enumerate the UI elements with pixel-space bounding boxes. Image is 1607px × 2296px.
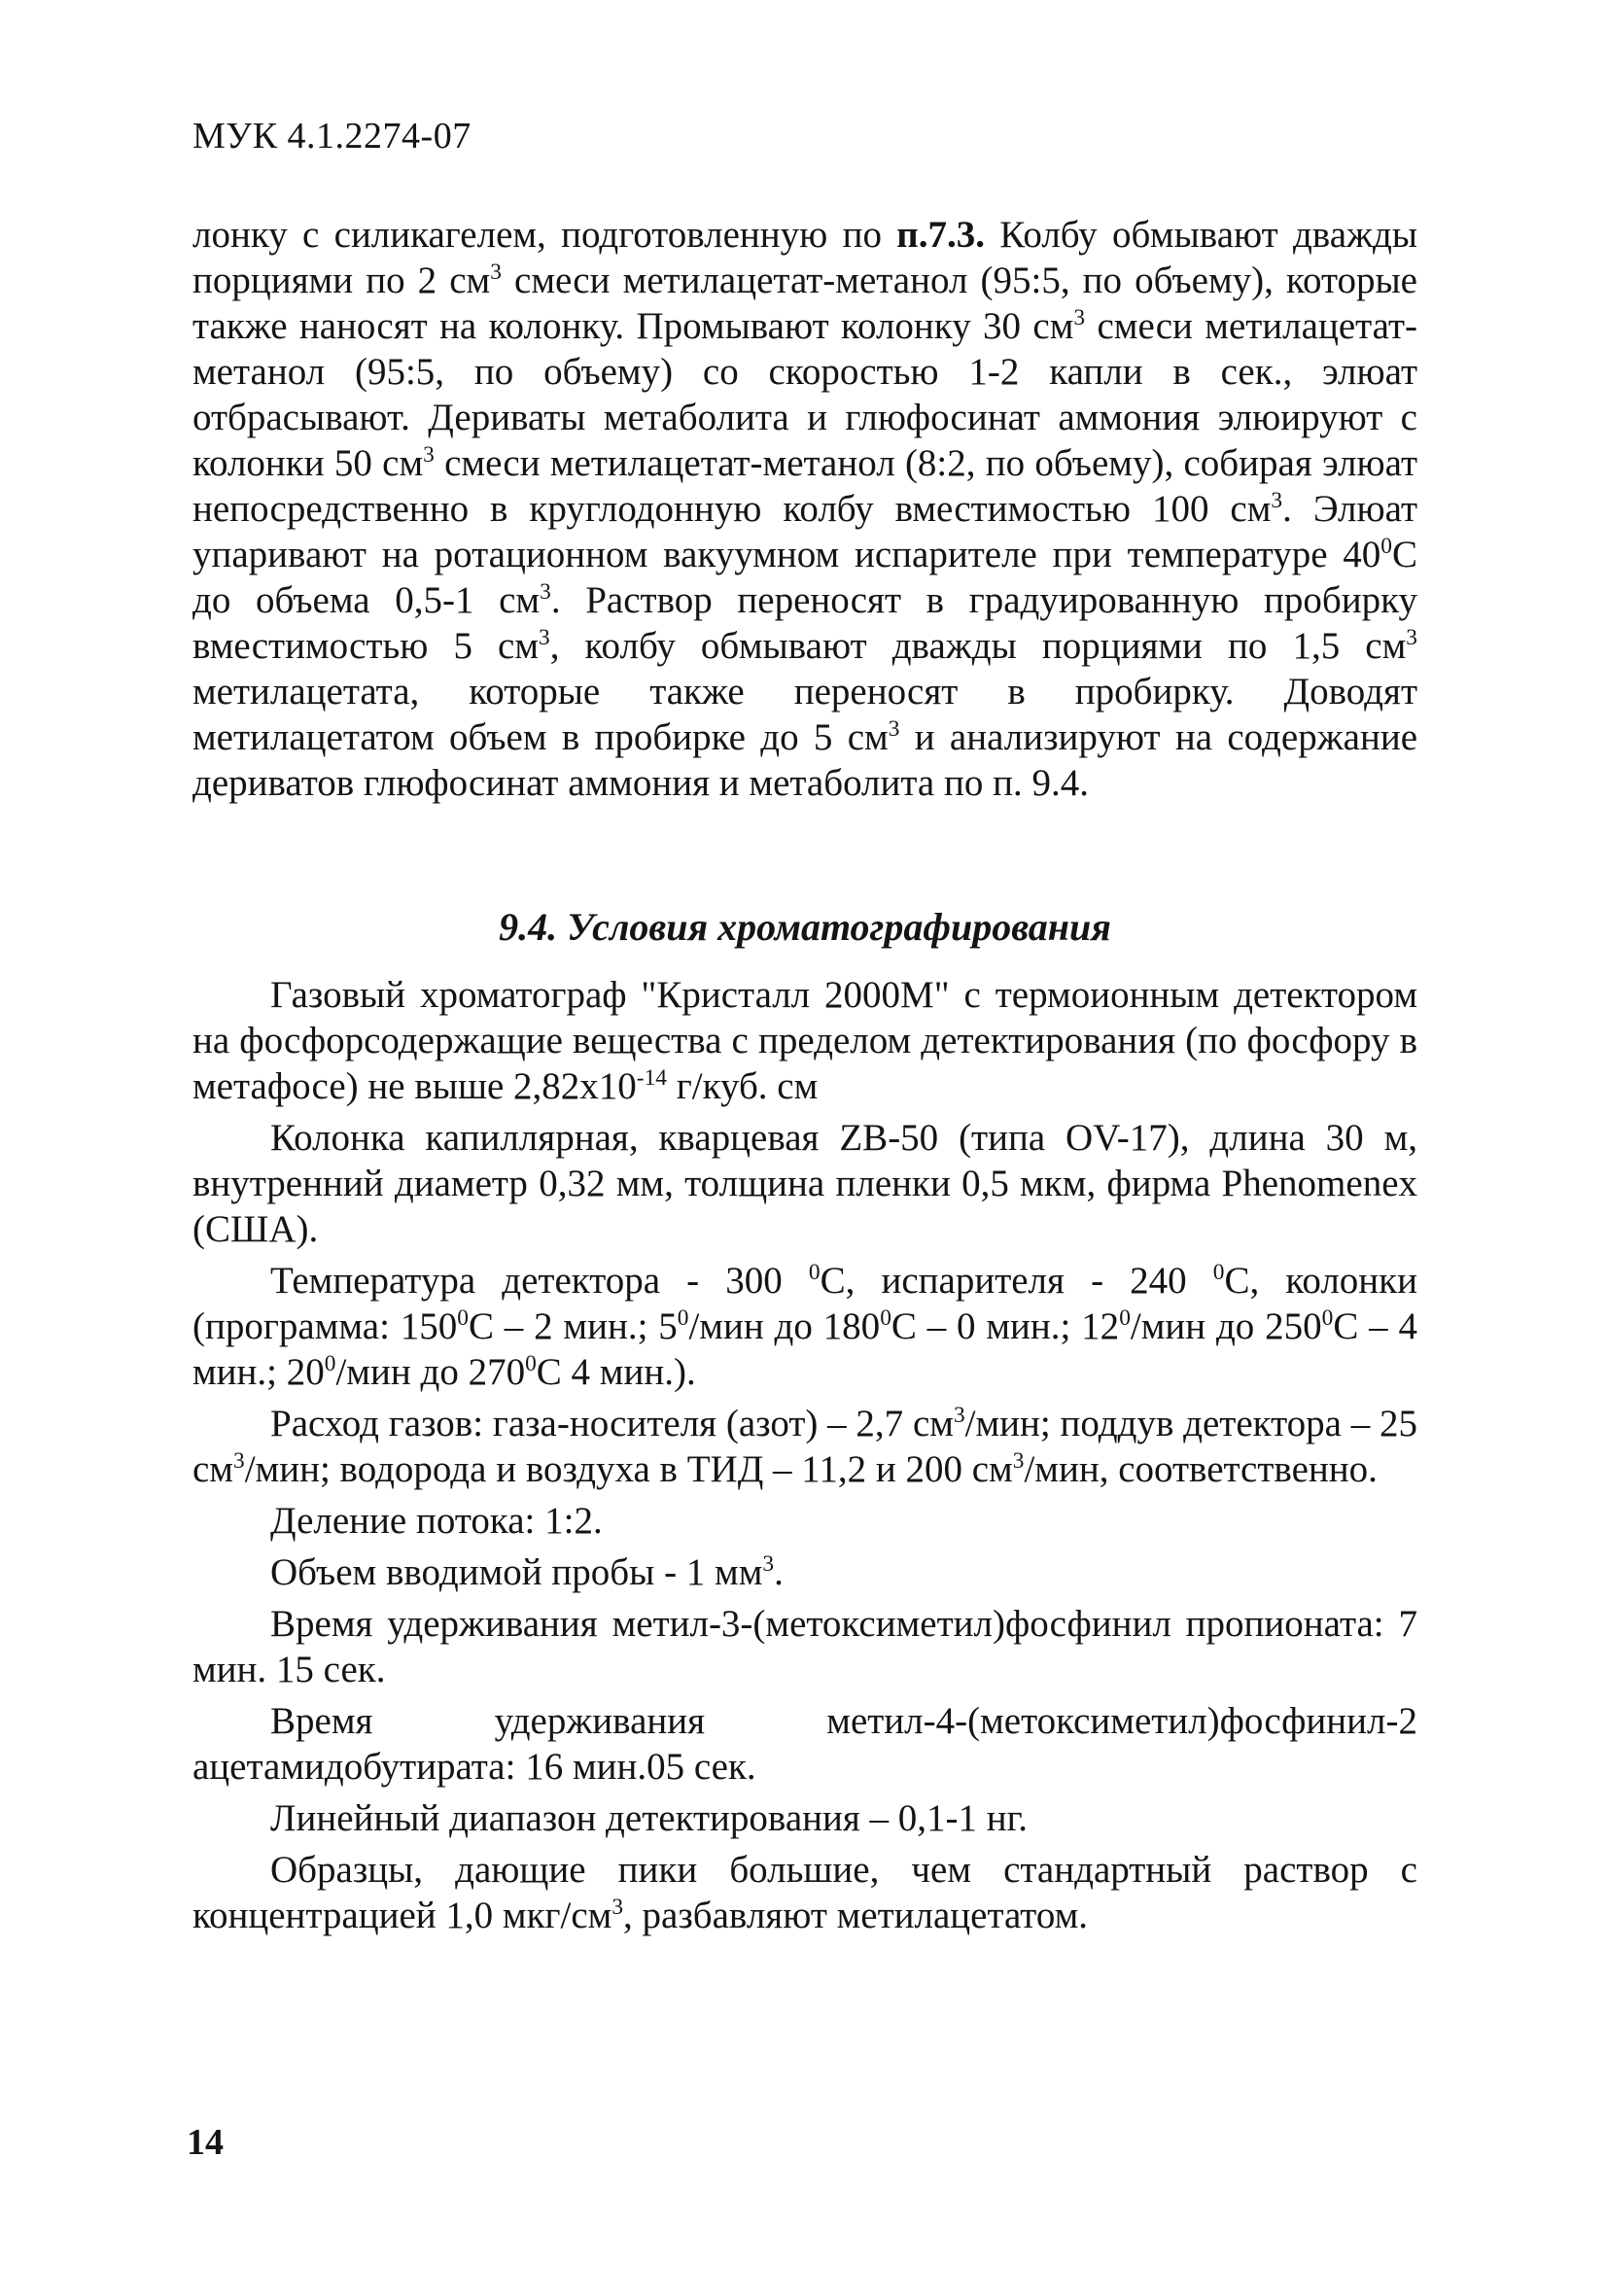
conditions-block: [192, 972, 1417, 1944]
dilution-paragraph: Образцы, дающие пики большие, чем стандартный раствор с концентрацией 1,0 мкг/$см^3$, разбавляют метилацетатом.: [192, 1849, 1417, 1936]
intro-text: лонку с силикагелем, подготовленную по п.7.3. Колбу обмывают дважды порциями по 2 $см^3$ смеси метилацетат-метанол (95:5, по объему), которые также наносят на колонку. Промывают колонку 30 $см^3$ смеси метилацетат-метанол (95:5, по объему) со скоростью 1-2 капли в сек., элюат отбрасывают. Дериваты метаболита и глюфосинат аммония элюируют с колонки 50 $см^3$ смеси метилацетат-метанол (8:2, по объему), собирая элюат непосредственно в круглодонную колбу вместимостью 100 $см^3$. Элюат упаривают на ротационном вакуумном испарителе при температуре $40^0С$ до объема 0,5-1 $см^3$. Раствор переносят в градуированную пробирку вместимостью 5 $см^3$, колбу обмывают дважды порциями по 1,5 $см^3$ метилацетата, которые также переносят в пробирку. Доводят метилацетатом объем в пробирке до 5 $см^3$ и анализируют на содержание дериватов глюфосинат аммония и метаболита по п. 9.4.: [192, 214, 1418, 804]
section-title: 9.4. Условия хроматографирования: [499, 905, 1111, 949]
temperature-paragraph: Температура детектора - 300 $^0$С, испарителя - 240 $^0$С, колонки (программа: $150^0С - 2$ мин.; $5^0$/мин до $180^0С - 0$ мин.; $12^0$/мин до $250^0С - 4$ мин.; $20^0$/мин до $270^0С$ 4 мин.).: [192, 1260, 1417, 1393]
retention-time-1-paragraph: Время удерживания метил-3-(метоксиметил)фосфинил пропионата: 7 мин. 15 сек.: [192, 1603, 1417, 1690]
gas-flow-paragraph: Расход газов: газа-носителя (азот) – 2,7 $см^3$/мин; поддув детектора – 25 $см^3$/мин; водорода и воздуха в ТИД – 11,2 и 200 $см^3$/мин, соответственно.: [192, 1403, 1417, 1490]
page-number: 14: [187, 2122, 224, 2163]
intro-paragraph: [192, 212, 1417, 806]
document-header: МУК 4.1.2274-07: [192, 116, 472, 157]
chromatograph-paragraph: Газовый хроматограф "Кристалл 2000М" с термоионным детектором на фосфорсодержащие вещества с пределом детектирования (по фосфору в метафосе) не выше $2,82x10^{-14}$ г/куб. см: [192, 974, 1417, 1107]
linear-range-paragraph: Линейный диапазон детектирования – 0,1-1 нг.: [270, 1797, 1029, 1839]
column-paragraph: Колонка капиллярная, кварцевая ZB-50 (типа OV-17), длина 30 м, внутренний диаметр 0,32 мм, толщина пленки 0,5 мкм, фирма Phenomenex (США).: [192, 1117, 1417, 1250]
retention-time-2-paragraph: Время удерживания метил-4-(метоксиметил)фосфинил-2 ацетамидобутирата: 16 мин.05 сек.: [192, 1700, 1417, 1788]
split-paragraph: Деление потока: 1:2.: [270, 1500, 603, 1542]
injection-volume-paragraph: Объем вводимой пробы - 1 $мм^3$.: [270, 1551, 784, 1593]
